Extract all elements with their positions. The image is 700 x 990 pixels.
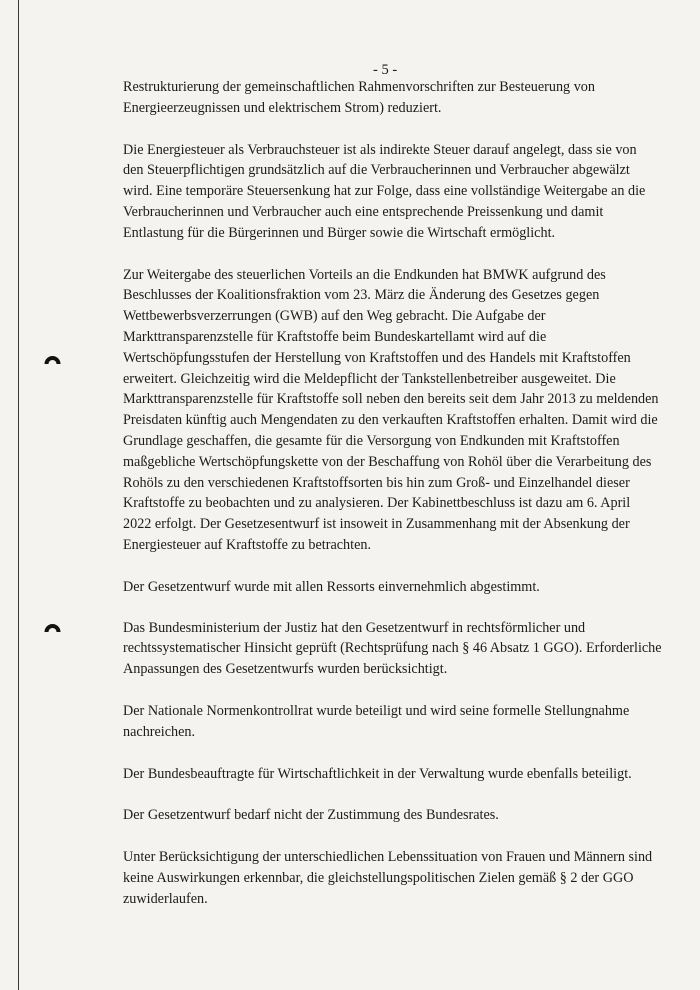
text-line: Grundlage geschaffen, die gesamte für die Versorgung von Endkunden mit Kraftstoffen [123, 432, 620, 449]
paragraph-spacer [123, 598, 671, 618]
paragraph [123, 265, 671, 556]
text-line: Markttransparenzstelle für Kraftstoffe beim Bundeskartellamt wird auf die [123, 328, 547, 345]
text-line: Verbraucherinnen und Verbraucher auch eine entsprechende Preissenkung und damit [123, 203, 604, 220]
text-line: Restrukturierung der gemeinschaftlichen Rahmenvorschriften zur Besteuerung von [123, 79, 595, 95]
paragraph [123, 805, 671, 826]
text-line: den Steuerpflichtigen grundsätzlich auf die Verbraucherinnen und Verbraucher abgewälzt [123, 162, 630, 179]
page-number: - 5 - [373, 62, 398, 78]
paragraph [123, 140, 671, 244]
text-line: Rohöls zu den verschiedenen Kraftstoffsorten bis hin zum Groß- und Einzelhandel dieser [123, 474, 630, 491]
text-line: wird. Eine temporäre Steuersenkung hat zur Folge, dass eine vollständige Weitergabe an die [123, 183, 646, 200]
paragraph [123, 77, 671, 119]
text-line: Entlastung für die Bürgerinnen und Bürger sowie die Wirtschaft ermöglicht. [123, 224, 556, 241]
paragraph [123, 577, 671, 598]
paragraph-spacer [123, 119, 671, 140]
text-line: Die Energiesteuer als Verbrauchsteuer ist als indirekte Steuer darauf angelegt, dass sie von [123, 141, 637, 158]
text-line: Wettbewerbsverzerrungen (GWB) auf den Weg gebracht. Die Aufgabe der [123, 308, 546, 325]
text-line: Der Nationale Normenkontrollrat wurde beteiligt und wird seine formelle Stellungnahme [123, 702, 630, 719]
paragraph-spacer [123, 244, 671, 265]
text-line: rechtssystematischer Hinsicht geprüft (Rechtsprüfung nach § 46 Absatz 1 GGO). Erforderliche [123, 640, 662, 657]
text-line: Wertschöpfungsstufen der Herstellung von Kraftstoffen und des Handels mit Kraftstoffen [123, 349, 631, 366]
text-line: nachreichen. [123, 723, 196, 740]
text-line: Energieerzeugnissen und elektrischem Strom) reduziert. [123, 99, 442, 116]
text-line: keine Auswirkungen erkennbar, die gleichstellungspolitischen Zielen gemäß § 2 der GGO [123, 869, 634, 886]
paragraph [123, 847, 671, 909]
text-line: Beschlusses der Koalitionsfraktion vom 23. März die Änderung des Gesetzes gegen [123, 287, 600, 304]
text-line: erweitert. Gleichzeitig wird die Meldepflicht der Tankstellenbetreiber ausgeweitet. Die [123, 370, 616, 387]
text-line: 2022 erfolgt. Der Gesetzesentwurf ist insoweit in Zusammenhang mit der Absenkung der [123, 516, 630, 533]
paragraph-spacer [123, 784, 671, 805]
text-line: Zur Weitergabe des steuerlichen Vorteils an die Endkunden hat BMWK aufgrund des [123, 266, 606, 283]
text-line: maßgebliche Wertschöpfungskette von der Beschaffung von Rohöl über die Verarbeitung des [123, 453, 652, 470]
text-line: Preisdaten künftig auch Mengendaten zu den verkauften Kraftstoffen erhalten. Damit wird die [123, 412, 658, 429]
document-body [123, 77, 671, 910]
paragraph-spacer [123, 826, 671, 847]
paragraph [123, 701, 671, 743]
paragraph [123, 764, 671, 785]
punch-hole-icon [43, 347, 62, 366]
paragraph-spacer [123, 556, 671, 577]
text-line: Energiesteuer auf Kraftstoffe zu betrachten. [123, 536, 372, 553]
text-line: Markttransparenzstelle für Kraftstoffe soll neben den bereits seit dem Jahr 2013 zu meldenden [123, 391, 659, 408]
text-line: Der Bundesbeauftragte für Wirtschaftlichkeit in der Verwaltung wurde ebenfalls beteiligt. [123, 765, 632, 782]
paragraph-spacer [123, 743, 671, 764]
text-line: Anpassungen des Gesetzentwurfs wurden berücksichtigt. [123, 661, 448, 678]
text-line: Das Bundesministerium der Justiz hat den Gesetzentwurf in rechtsförmlicher und [123, 619, 586, 636]
text-line: Unter Berücksichtigung der unterschiedlichen Lebenssituation von Frauen und Männern sind [123, 849, 653, 866]
text-line: Der Gesetzentwurf wurde mit allen Ressorts einvernehmlich abgestimmt. [123, 578, 540, 595]
paragraph [123, 618, 671, 680]
paragraph-spacer [123, 680, 671, 701]
punch-hole-icon [43, 615, 62, 634]
text-line: zuwiderlaufen. [123, 890, 208, 907]
text-line: Der Gesetzentwurf bedarf nicht der Zustimmung des Bundesrates. [123, 807, 499, 824]
text-line: Kraftstoffe zu beobachten und zu analysieren. Der Kabinettbeschluss ist dazu am 6. April [123, 495, 631, 512]
page-left-edge [18, 0, 19, 990]
